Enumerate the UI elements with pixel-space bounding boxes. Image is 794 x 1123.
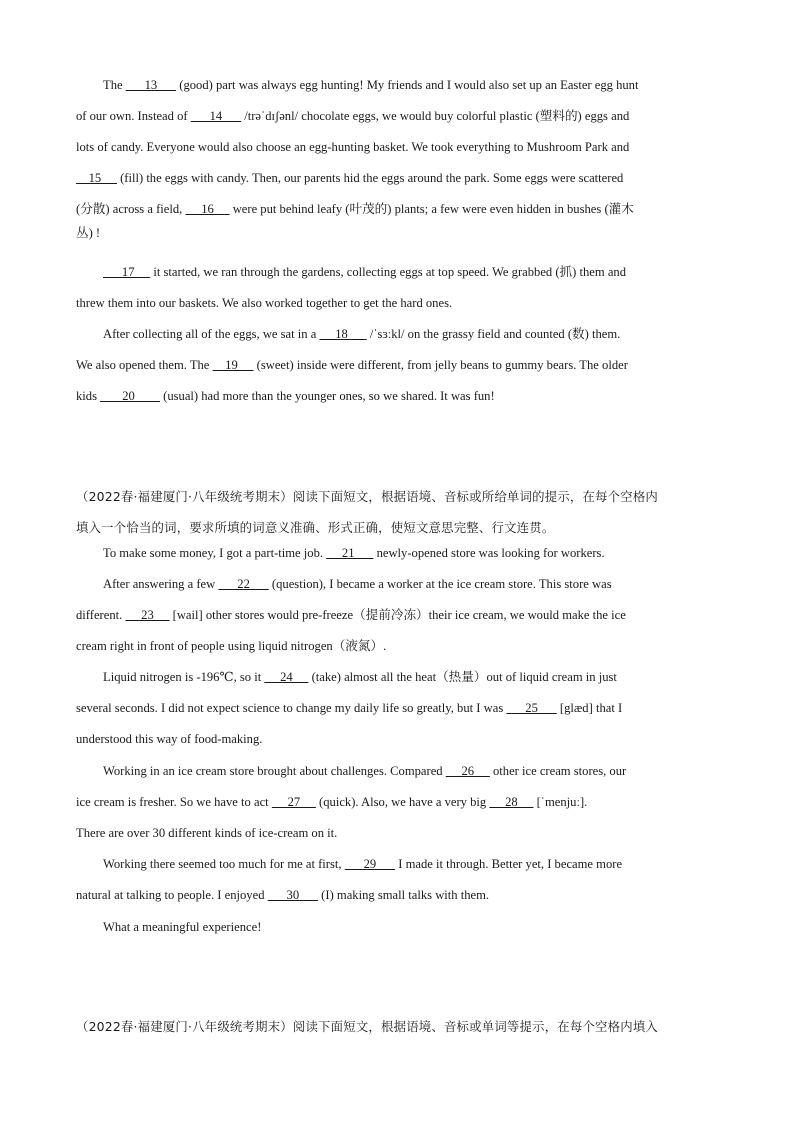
passage-text: There are over 30 different kinds of ice-cream on it. [76,826,338,840]
passage-text: several seconds. I did not expect science to change my daily life so greatly, but I was [76,701,507,715]
passage1-line [76,107,629,125]
passage-text: /ˈsɜːkl/ on the grassy field and counted (数) them. [366,327,621,341]
passage-text: Liquid nitrogen is -196℃, so it [103,670,265,684]
passage1-line [76,200,634,218]
answer-blank[interactable]: 18 [319,327,367,341]
passage-text: cream right in front of people using liquid nitrogen（液氮）. [76,639,387,653]
passage1-line [76,138,629,156]
section2-line [76,793,587,811]
passage-text: other ice cream stores, our [489,764,627,778]
passage-text: The [103,78,126,92]
passage-text: I made it through. Better yet, I became more [395,857,623,871]
answer-blank[interactable]: 24 [264,670,309,684]
section-2-instruction-line-2: 填入一个恰当的词，要求所填的词意义准确、形式正确，使短文意思完整、行文连贯。 [76,520,555,535]
answer-blank[interactable]: 30 [267,888,319,902]
section2-line [103,762,626,780]
section-3-instruction-line-1: （2022春·福建厦门·八年级统考期末）阅读下面短文，根据语境、音标或单词等提示，在每个空格内填入 [76,1019,659,1034]
section2-line [76,886,489,904]
section-2-instruction-line-1: （2022春·福建厦门·八年级统考期末）阅读下面短文，根据语境、音标或所给单词的提示，在每个空格内 [76,489,659,504]
passage-text: threw them into our baskets. We also worked together to get the hard ones. [76,296,453,310]
answer-blank[interactable]: 17 [103,265,151,279]
passage1-line [76,169,623,187]
answer-blank[interactable]: 16 [185,202,230,216]
passage-text: different. [76,608,126,622]
passage-text: (I) making small talks with them. [318,888,490,902]
answer-blank[interactable]: 21 [326,546,374,560]
section2-line [76,637,386,655]
answer-blank[interactable]: 23 [125,608,170,622]
section2-line [76,824,337,842]
passage-text: natural at talking to people. I enjoyed [76,888,268,902]
passage-text: (分散) across a field, [76,202,186,216]
section2-line [76,699,622,717]
passage-text: [glæd] that I [556,701,623,715]
answer-blank[interactable]: 13 [125,78,177,92]
answer-blank[interactable]: 29 [344,857,396,871]
passage-text: To make some money, I got a part-time job. [103,546,327,560]
passage-text: it started, we ran through the gardens, collecting eggs at top speed. We grabbed (抓) them and [150,265,627,279]
section2-line [76,606,626,624]
passage-text: (fill) the eggs with candy. Then, our parents hid the eggs around the park. Some eggs were scattered [116,171,624,185]
answer-blank[interactable]: 26 [445,764,490,778]
answer-blank[interactable]: 28 [489,795,534,809]
passage-text: lots of candy. Everyone would also choose an egg-hunting basket. We took everything to Mushroom Park and [76,140,630,154]
answer-blank[interactable]: 27 [271,795,316,809]
passage-text: (quick). Also, we have a very big [315,795,490,809]
passage-text: (good) part was always egg hunting! My friends and I would also set up an Easter egg hunt [176,78,639,92]
passage-text: After answering a few [103,577,219,591]
section2-line [76,730,262,748]
passage-text: ice cream is fresher. So we have to act [76,795,272,809]
passage1-line [103,76,638,94]
section2-line [103,544,605,562]
passage1-line [76,224,100,242]
passage-text: After collecting all of the eggs, we sat in a [103,327,320,341]
answer-blank[interactable]: 22 [218,577,269,591]
section2-line [103,575,612,593]
answer-blank[interactable]: 20 [100,389,160,403]
passage-text: understood this way of food-making. [76,732,263,746]
passage1-line [103,263,626,281]
passage-text: 丛) ! [76,226,101,240]
passage-text: Working in an ice cream store brought about challenges. Compared [103,764,446,778]
passage-text: Working there seemed too much for me at first, [103,857,345,871]
passage-text: were put behind leafy (叶茂的) plants; a few were even hidden in bushes (灌木 [229,202,634,216]
answer-blank[interactable]: 15 [76,171,117,185]
passage-text: (take) almost all the heat（热量）out of liquid cream in just [308,670,617,684]
section2-line [103,918,261,936]
passage1-line [76,356,628,374]
passage-text: (question), I became a worker at the ice cream store. This store was [268,577,612,591]
passage-text: We also opened them. The [76,358,213,372]
answer-blank[interactable]: 25 [506,701,557,715]
answer-blank[interactable]: 19 [212,358,254,372]
section2-line [103,668,617,686]
passage-text: What a meaningful experience! [103,920,262,934]
passage1-line [76,294,452,312]
passage-text: (usual) had more than the younger ones, so we shared. It was fun! [159,389,495,403]
passage-text: [ˈmenjuː]. [533,795,588,809]
passage1-line [76,387,495,405]
answer-blank[interactable]: 14 [190,109,242,123]
passage-text: [wail] other stores would pre-freeze（提前冷冻）their ice cream, we would make the ice [169,608,626,622]
section2-line [103,855,622,873]
passage-text: /trəˈdɪʃənl/ chocolate eggs, we would buy colorful plastic (塑料的) eggs and [241,109,630,123]
passage-text: newly-opened store was looking for workers. [373,546,605,560]
passage-text: of our own. Instead of [76,109,191,123]
passage-text: kids [76,389,101,403]
passage1-line [103,325,620,343]
passage-text: (sweet) inside were different, from jelly beans to gummy bears. The older [253,358,628,372]
